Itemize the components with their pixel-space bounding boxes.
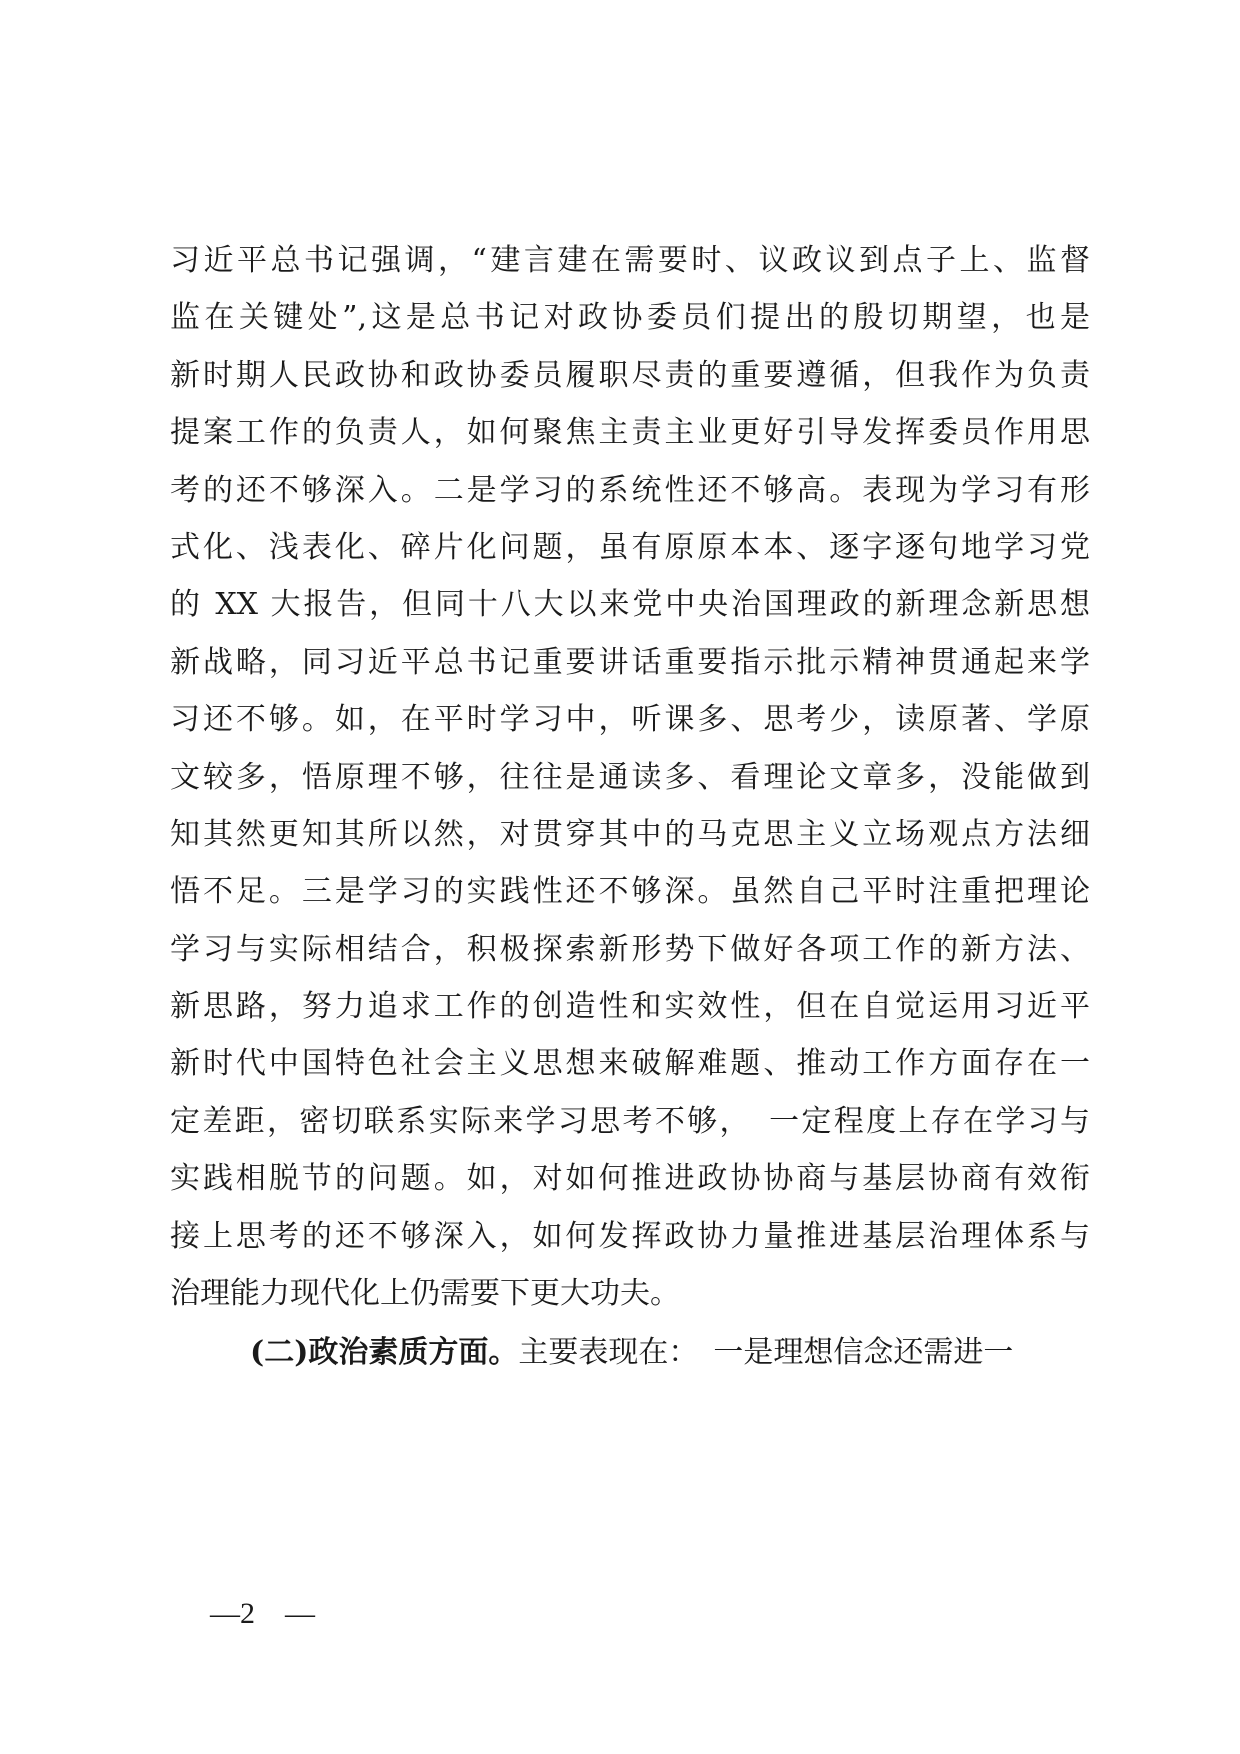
paragraph-line: 新战略，同习近平总书记重要讲话重要指示批示精神贯通起来学 bbox=[170, 644, 1090, 680]
paragraph-line: 知其然更知其所以然，对贯穿其中的马克思主义立场观点方法细 bbox=[170, 816, 1090, 852]
paragraph-last-line: 治理能力现代化上仍需要下更大功夫。 bbox=[170, 1276, 680, 1312]
paragraph-line: 考的还不够深入。二是学习的系统性还不够高。表现为学习有形 bbox=[170, 472, 1090, 508]
section-heading-title: (二)政治素质方面。 bbox=[250, 1335, 519, 1371]
paragraph-line: 悟不足。三是学习的实践性还不够深。虽然自己平时注重把理论 bbox=[170, 874, 1090, 910]
paragraph-line: 式化、浅表化、碎片化问题，虽有原原本本、逐字逐句地学习党 bbox=[170, 529, 1090, 565]
paragraph-line: 习近平总书记强调，“建言建在需要时、议政议到点子上、监督 bbox=[170, 243, 1090, 278]
paragraph-line: 学习与实际相结合，积极探索新形势下做好各项工作的新方法、 bbox=[170, 931, 1090, 967]
paragraph-line: 定差距，密切联系实际来学习思考不够， 一定程度上存在学习与 bbox=[170, 1103, 1090, 1139]
paragraph-line: 提案工作的负责人，如何聚焦主责主业更好引导发挥委员作用思 bbox=[170, 415, 1090, 451]
paragraph-line: 习还不够。如，在平时学习中，听课多、思考少，读原著、学原 bbox=[170, 702, 1090, 738]
paragraph-line: 监在关键处”,这是总书记对政协委员们提出的殷切期望，也是 bbox=[170, 300, 1090, 336]
page-number: —2 — bbox=[210, 1597, 315, 1630]
paragraph-line: 的 XX 大报告，但同十八大以来党中央治国理政的新理念新思想 bbox=[170, 587, 1090, 623]
section-heading bbox=[170, 1324, 1090, 1381]
paragraph-line: 新思路，努力追求工作的创造性和实效性，但在自觉运用习近平 bbox=[170, 989, 1090, 1025]
paragraph-line: 文较多，悟原理不够，往往是通读多、看理论文章多，没能做到 bbox=[170, 759, 1090, 795]
paragraph-line: 实践相脱节的问题。如，对如何推进政协协商与基层协商有效衔 bbox=[170, 1161, 1090, 1197]
body-text bbox=[170, 232, 1090, 1382]
paragraph-line: 新时期人民政协和政协委员履职尽责的重要遵循，但我作为负责 bbox=[170, 357, 1090, 393]
paragraph-line: 接上思考的还不够深入，如何发挥政协力量推进基层治理体系与 bbox=[170, 1218, 1090, 1254]
section-heading-text: 主要表现在： 一是理想信念还需进一 bbox=[518, 1335, 1014, 1371]
paragraph-line: 新时代中国特色社会主义思想来破解难题、推动工作方面存在一 bbox=[170, 1046, 1090, 1082]
